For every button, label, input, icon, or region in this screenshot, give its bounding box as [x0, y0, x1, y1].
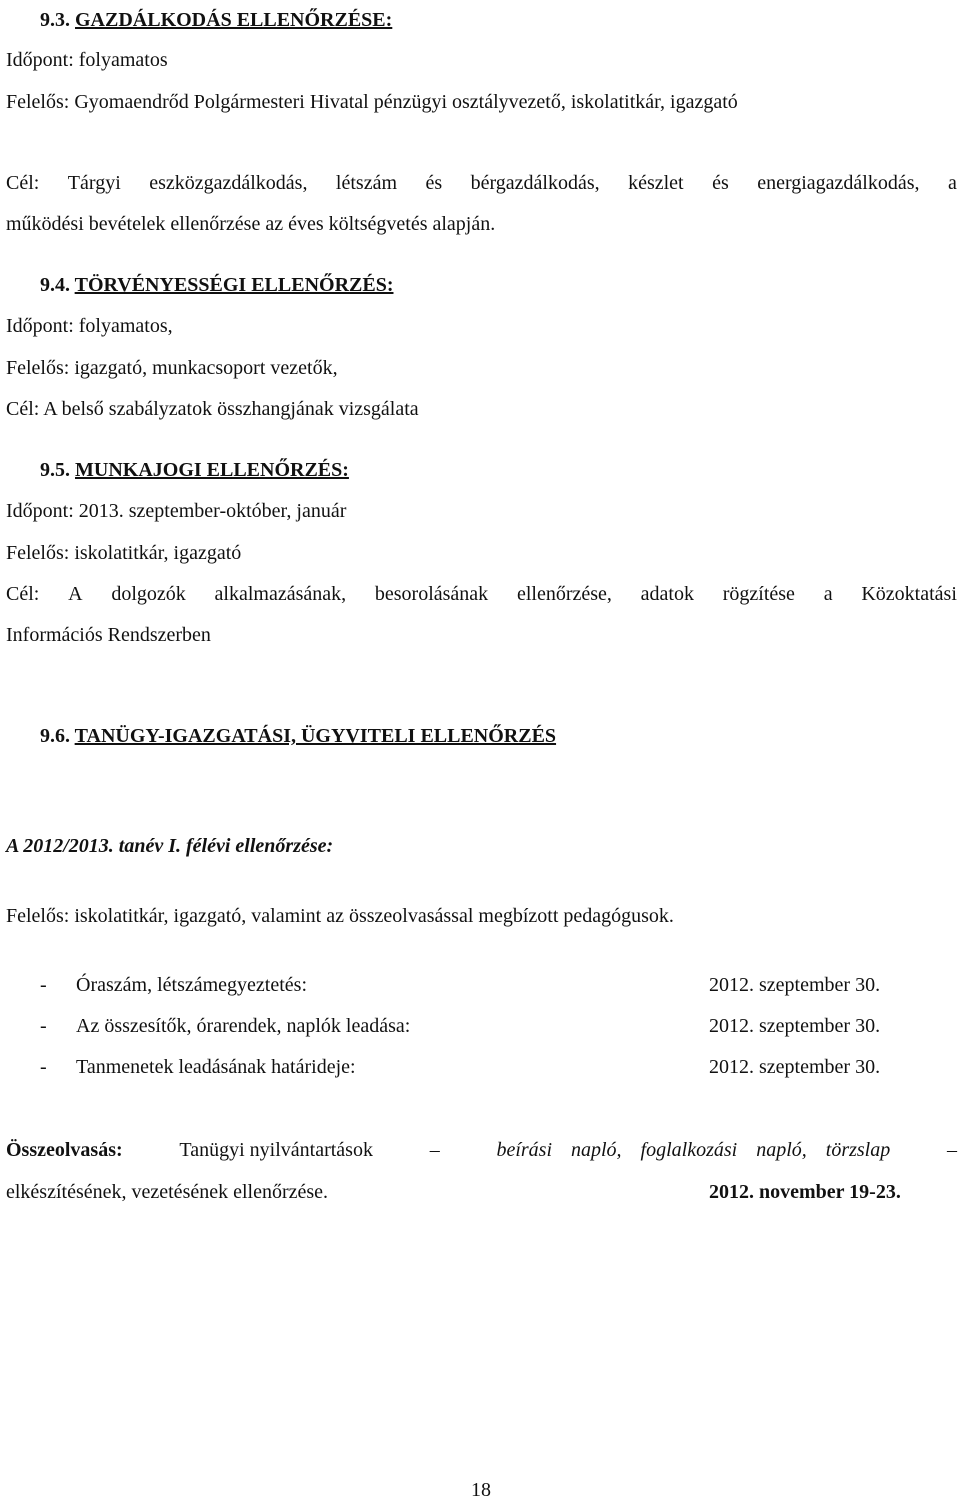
- section-title: GAZDÁLKODÁS ELLENŐRZÉSE:: [75, 9, 393, 31]
- list-date: 2012. szeptember 30.: [709, 974, 881, 996]
- s93-felelos: Felelős: Gyomaendrőd Polgármesteri Hivatal pénzügyi osztályvezető, iskolatitkár, igazgató: [6, 91, 738, 113]
- s94-felelos: Felelős: igazgató, munkacsoport vezetők,: [6, 357, 338, 379]
- s95-felelos: Felelős: iskolatitkár, igazgató: [6, 542, 242, 564]
- s94-cel: Cél: A belső szabályzatok összhangjának vizsgálata: [6, 398, 419, 420]
- s95-cel-line1: Cél: A dolgozók alkalmazásának, besorolásának ellenőrzése, adatok rögzítése a Közoktatási: [6, 583, 957, 605]
- osszeolvasas-line1: [6, 1138, 957, 1162]
- list-label: Óraszám, létszámegyeztetés:: [76, 974, 307, 996]
- s96-subtitle: A 2012/2013. tanév I. félévi ellenőrzése:: [6, 835, 334, 857]
- section-9-4-heading: [40, 273, 393, 297]
- section-title: TANÜGY-IGAZGATÁSI, ÜGYVITELI ELLENŐRZÉS: [74, 725, 557, 747]
- section-number: 9.6.: [40, 725, 70, 747]
- list-date: 2012. szeptember 30.: [709, 1015, 881, 1037]
- list-dash: -: [40, 1015, 47, 1037]
- osszeolvasas-label: Összeolvasás:: [6, 1139, 123, 1161]
- section-number: 9.4.: [40, 274, 70, 296]
- osszeolvasas-text: Tanügyi nyilvántartások: [179, 1139, 373, 1161]
- section-9-6-heading: [40, 724, 556, 748]
- section-title: MUNKAJOGI ELLENŐRZÉS:: [75, 459, 349, 481]
- section-number: 9.5.: [40, 459, 70, 481]
- s96-felelos: Felelős: iskolatitkár, igazgató, valamint az összeolvasással megbízott pedagógusok.: [6, 905, 674, 927]
- page-number: 18: [471, 1479, 491, 1501]
- s95-idopont: Időpont: 2013. szeptember-október, január: [6, 500, 347, 522]
- s95-cel-line2: Információs Rendszerben: [6, 624, 211, 646]
- osszeolvasas-line2: elkészítésének, vezetésének ellenőrzése.: [6, 1181, 329, 1203]
- section-number: 9.3.: [40, 9, 70, 31]
- osszeolvasas-dash: –: [946, 1139, 957, 1161]
- section-9-5-heading: [40, 458, 349, 482]
- section-9-3-heading: [40, 8, 392, 32]
- s94-idopont: Időpont: folyamatos,: [6, 315, 173, 337]
- osszeolvasas-date: 2012. november 19-23.: [709, 1181, 901, 1203]
- s93-cel-line1: Cél: Tárgyi eszközgazdálkodás, létszám és bérgazdálkodás, készlet és energiagazdálkodás, a: [6, 172, 957, 194]
- list-label: Tanmenetek leadásának határideje:: [76, 1056, 356, 1078]
- list-dash: -: [40, 974, 47, 996]
- osszeolvasas-dash: –: [429, 1139, 440, 1161]
- section-title: TÖRVÉNYESSÉGI ELLENŐRZÉS:: [74, 274, 394, 296]
- list-date: 2012. szeptember 30.: [709, 1056, 881, 1078]
- s93-idopont: Időpont: folyamatos: [6, 49, 168, 71]
- list-label: Az összesítők, órarendek, naplók leadása:: [76, 1015, 411, 1037]
- list-dash: -: [40, 1056, 47, 1078]
- osszeolvasas-italic: beírási napló, foglalkozási napló, törzslap: [496, 1139, 891, 1161]
- s93-cel-line2: működési bevételek ellenőrzése az éves költségvetés alapján.: [6, 213, 496, 235]
